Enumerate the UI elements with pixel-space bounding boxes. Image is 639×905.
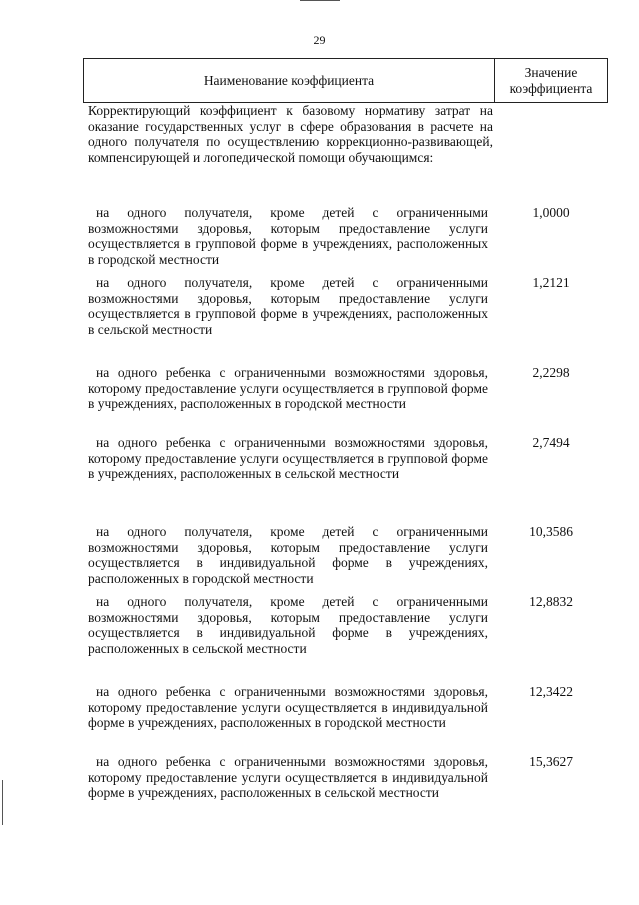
table-row (88, 684, 608, 731)
row-text: на одного ребенка с ограниченными возможностями здоровья, которому предоставление услуги осуществляется в групповой форме в учреждениях, расположенных в городской местности (88, 365, 488, 412)
row-text: на одного получателя, кроме детей с ограниченными возможностями здоровья, которым предоставление услуги осуществляется в групповой форме в учреждениях, расположенных в городской местности (88, 205, 488, 267)
row-text: на одного ребенка с ограниченными возможностями здоровья, которому предоставление услуги осуществляется в индивидуальной форме в учреждениях, расположенных в сельской местности (88, 754, 488, 801)
row-value: 2,2298 (532, 365, 570, 380)
intro-paragraph: Корректирующий коэффициент к базовому нормативу затрат на оказание государственных услуг в сфере образования в расчете на одного получателя по осуществлению коррекционно-развивающей, компенсирующей и логопедической помощи обучающимся: (88, 103, 493, 165)
header-value-line2: коэффициента (509, 80, 593, 96)
table-row (88, 754, 608, 801)
table-row (88, 524, 608, 586)
row-value: 12,8832 (529, 594, 573, 609)
row-text: на одного получателя, кроме детей с ограниченными возможностями здоровья, которым предоставление услуги осуществляется в индивидуальной форме в учреждениях, расположенных в сельской местности (88, 594, 488, 656)
table-header (83, 58, 608, 103)
header-value-line1: Значение (524, 64, 578, 80)
scan-artifact-left (2, 780, 3, 825)
header-name-column: Наименование коэффициента (84, 59, 495, 102)
row-text: на одного ребенка с ограниченными возможностями здоровья, которому предоставление услуги осуществляется в групповой форме в учреждениях, расположенных в сельской местности (88, 435, 488, 482)
row-value: 15,3627 (529, 754, 573, 769)
table-row (88, 205, 608, 267)
table-row (88, 435, 608, 482)
table-row (88, 275, 608, 337)
header-value-column (495, 59, 607, 102)
page-number: 29 (313, 33, 326, 47)
row-value: 1,0000 (532, 205, 570, 220)
row-value: 10,3586 (529, 524, 573, 539)
row-value: 1,2121 (532, 275, 570, 290)
row-value: 2,7494 (532, 435, 570, 450)
row-value: 12,3422 (529, 684, 573, 699)
scan-artifact-top (300, 0, 340, 1)
table-row (88, 594, 608, 656)
table-row (88, 365, 608, 412)
row-text: на одного получателя, кроме детей с ограниченными возможностями здоровья, которым предоставление услуги осуществляется в групповой форме в учреждениях, расположенных в сельской местности (88, 275, 488, 337)
row-text: на одного ребенка с ограниченными возможностями здоровья, которому предоставление услуги осуществляется в индивидуальной форме в учреждениях, расположенных в городской местности (88, 684, 488, 731)
row-text: на одного получателя, кроме детей с ограниченными возможностями здоровья, которым предоставление услуги осуществляется в индивидуальной форме в учреждениях, расположенных в городской местности (88, 524, 488, 586)
